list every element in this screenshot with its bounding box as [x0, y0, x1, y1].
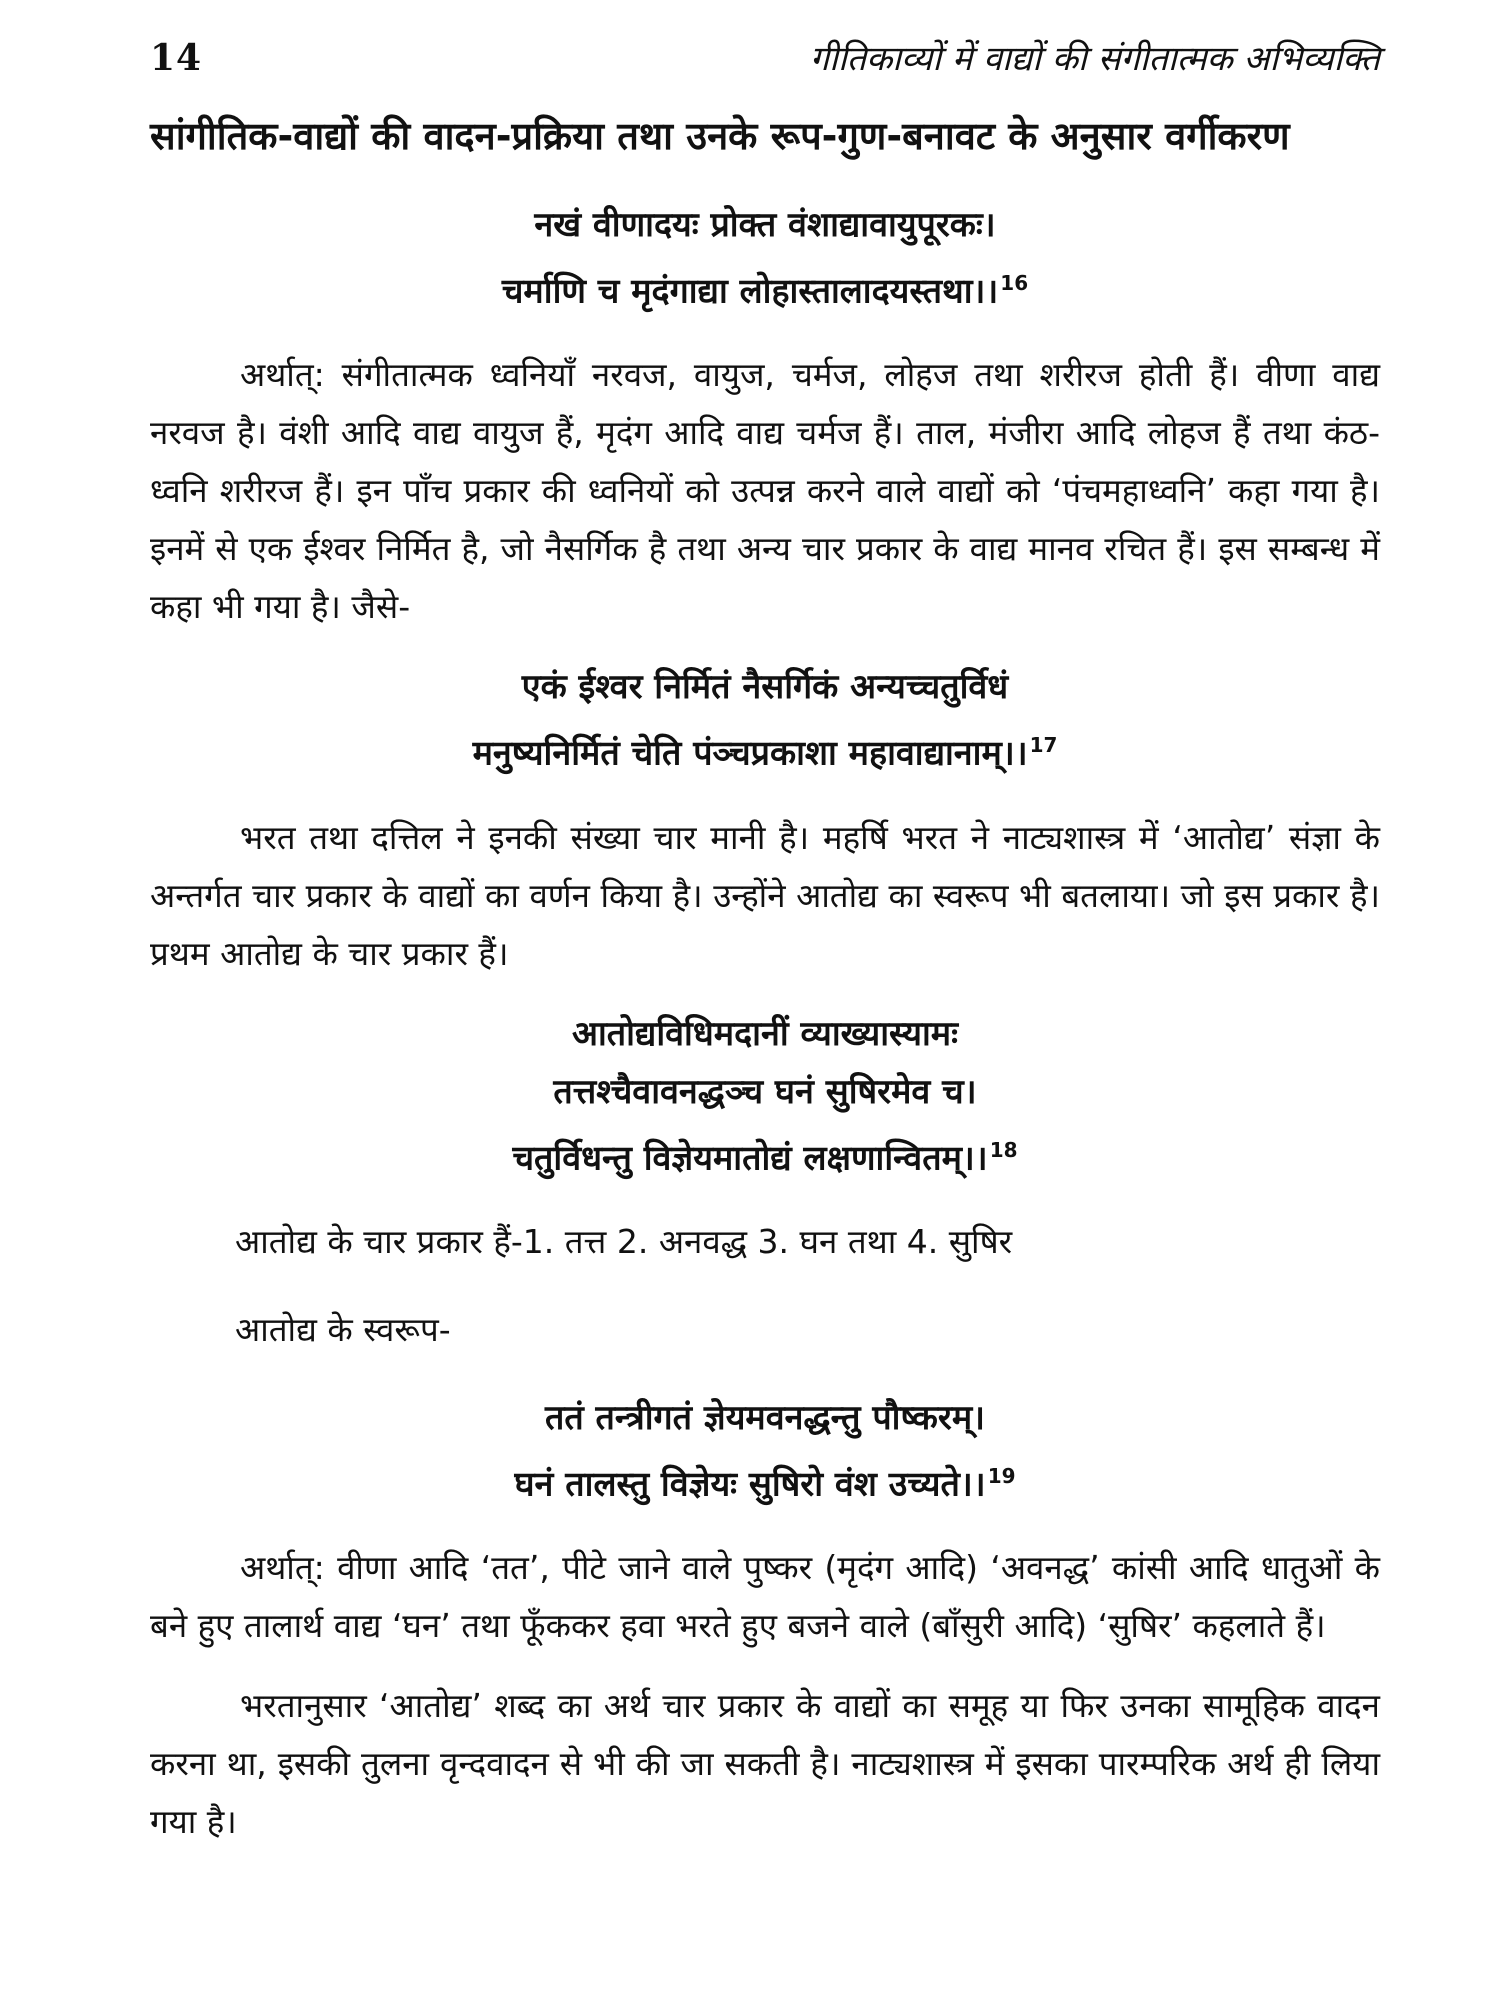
footnote-ref: 18: [989, 1137, 1018, 1162]
verse-line-text: मनुष्यनिर्मितं चेति पंञ्चप्रकाशा महावाद्यानाम्।।: [472, 733, 1028, 774]
verse-line-text: चर्माणि च मृदंगाद्या लोहास्तालादयस्तथा।।: [501, 271, 999, 312]
verse-19: [150, 1389, 1380, 1513]
verse-line: [150, 254, 1380, 320]
page-number: 14: [150, 37, 203, 79]
paragraph: भरत तथा दत्तिल ने इनकी संख्या चार मानी है। महर्षि भरत ने नाट्यशास्त्र में ‘आतोद्य’ संज्ञा के अन्तर्गत चार प्रकार के वाद्यों का वर्णन किया है। उन्होंने आतोद्य का स्वरूप भी बतलाया। जो इस प्रकार है। प्रथम आतोद्य के चार प्रकार हैं।: [150, 817, 1380, 973]
verse-line-text: चतुर्विधन्तु विज्ञेयमातोद्यं लक्षणान्वितम्।।: [512, 1137, 988, 1178]
verse-line: [150, 716, 1380, 782]
paragraph: आतोद्य के स्वरूप-: [235, 1309, 451, 1349]
verse-line-text: घनं तालस्तु विज्ञेयः सुषिरो वंश उच्यते।।: [514, 1464, 986, 1505]
footnote-ref: 19: [987, 1463, 1016, 1488]
verse-line: [150, 1447, 1380, 1513]
verse-line: आतोद्यविधिमदानीं व्याख्यास्यामः: [571, 1013, 958, 1054]
running-title: गीतिकाव्यों में वाद्यों की संगीतात्मक अभिव्यक्ति: [810, 39, 1380, 79]
page-header: [150, 34, 1380, 80]
verse-17: [150, 658, 1380, 782]
verse-16: [150, 196, 1380, 320]
footnote-ref: 17: [1029, 733, 1058, 758]
verse-line: [150, 1121, 1380, 1187]
section-heading: सांगीतिक-वाद्यों की वादन-प्रक्रिया तथा उनके रूप-गुण-बनावट के अनुसार वर्गीकरण: [150, 114, 1290, 158]
verse-line: तत्तश्चैवावनद्धञ्च घनं सुषिरमेव च।: [553, 1071, 977, 1112]
footnote-ref: 16: [1000, 271, 1029, 295]
verse-18: [150, 1005, 1380, 1187]
verse-line: एकं ईश्वर निर्मितं नैसर्गिकं अन्यच्चतुर्विधं: [521, 667, 1009, 708]
verse-line: नखं वीणादयः प्रोक्त वंशाद्यावायुपूरकः।: [534, 205, 996, 245]
paragraph: अर्थात्: संगीतात्मक ध्वनियाँ नरवज, वायुज, चर्मज, लोहज तथा शरीरज होती हैं। वीणा वाद्य नरवज है। वंशी आदि वाद्य वायुज हैं, मृदंग आदि वाद्य चर्मज हैं। ताल, मंजीरा आदि लोहज हैं तथा कंठ-ध्वनि शरीरज हैं। इन पाँच प्रकार की ध्वनियों को उत्पन्न करने वाले वाद्यों को ‘पंचमहाध्वनि’ कहा गया है। इनमें से एक ईश्वर निर्मित है, जो नैसर्गिक है तथा अन्य चार प्रकार के वाद्य मानव रचित हैं। इस सम्बन्ध में कहा भी गया है। जैसे-: [150, 355, 1380, 627]
paragraph: अर्थात्: वीणा आदि ‘तत’, पीटे जाने वाले पुष्कर (मृदंग आदि) ‘अवनद्ध’ कांसी आदि धातुओं के बने हुए तालार्थ वाद्य ‘घन’ तथा फूँककर हवा भरते हुए बजने वाले (बाँसुरी आदि) ‘सुषिर’ कहलाते हैं।: [150, 1548, 1380, 1646]
paragraph: भरतानुसार ‘आतोद्य’ शब्द का अर्थ चार प्रकार के वाद्यों का समूह या फिर उनका सामूहिक वादन करना था, इसकी तुलना वृन्दवादन से भी की जा सकती है। नाट्यशास्त्र में इसका पारम्परिक अर्थ ही लिया गया है।: [150, 1686, 1380, 1842]
paragraph: आतोद्य के चार प्रकार हैं-1. तत्त 2. अनवद्ध 3. घन तथा 4. सुषिर: [235, 1221, 1013, 1261]
verse-line: ततं तन्त्रीगतं ज्ञेयमवनद्धन्तु पौष्करम्।: [544, 1397, 986, 1438]
